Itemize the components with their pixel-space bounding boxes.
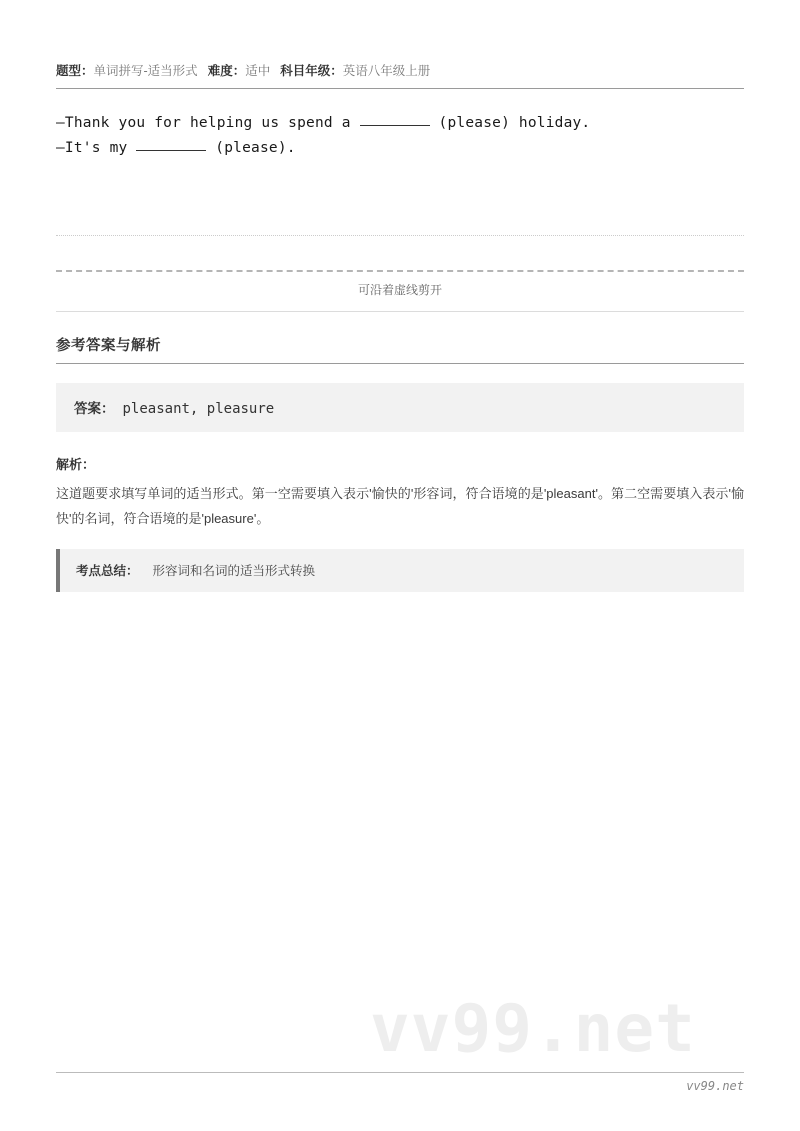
footer-divider	[56, 1072, 744, 1073]
footer-site-label: vv99.net	[686, 1079, 744, 1093]
cut-line	[56, 270, 744, 272]
meta-difficulty-value: 适中	[245, 64, 271, 78]
meta-type-label: 题型：	[56, 64, 94, 78]
key-point-summary-label: 考点总结：	[76, 564, 139, 578]
watermark: vv99.net	[370, 990, 696, 1067]
question-line-2	[56, 136, 744, 161]
question-line-2-after: (please).	[206, 140, 296, 156]
meta-subject-value: 英语八年级上册	[342, 64, 431, 78]
dotted-divider	[56, 235, 744, 236]
question-line-1-after: (please) holiday.	[429, 115, 591, 131]
analysis-text: 这道题要求填写单词的适当形式。第一空需要填入表示'愉快的'形容词，符合语境的是'pleasant'。第二空需要填入表示'愉快'的名词，符合语境的是'pleasure'。	[56, 486, 744, 526]
meta-difficulty-label: 难度：	[207, 64, 246, 78]
answer-section-divider	[56, 363, 744, 364]
analysis-label: 解析：	[56, 457, 96, 472]
thin-divider	[56, 311, 744, 312]
answer-label: 答案：	[74, 401, 115, 416]
question-body	[56, 111, 744, 161]
answer-value: pleasant, pleasure	[122, 401, 275, 417]
key-point-summary-box	[56, 549, 744, 592]
key-point-summary-text: 形容词和名词的适当形式转换	[152, 564, 316, 578]
question-line-1	[56, 111, 744, 136]
question-line-2-before: —It's my	[56, 140, 137, 156]
answer-blank-1	[360, 125, 430, 126]
page-content	[56, 0, 744, 592]
cut-hint-text: 可沿着虚线剪开	[357, 283, 442, 297]
question-meta	[56, 62, 744, 80]
answer-blank-2	[136, 150, 206, 151]
answer-box	[56, 383, 744, 432]
answer-section-title: 参考答案与解析	[56, 338, 161, 354]
meta-subject-label: 科目年级：	[280, 64, 343, 78]
header-divider	[56, 88, 744, 89]
meta-type-value: 单词拼写-适当形式	[93, 64, 198, 78]
question-line-1-before: —Thank you for helping us spend a	[56, 115, 360, 131]
